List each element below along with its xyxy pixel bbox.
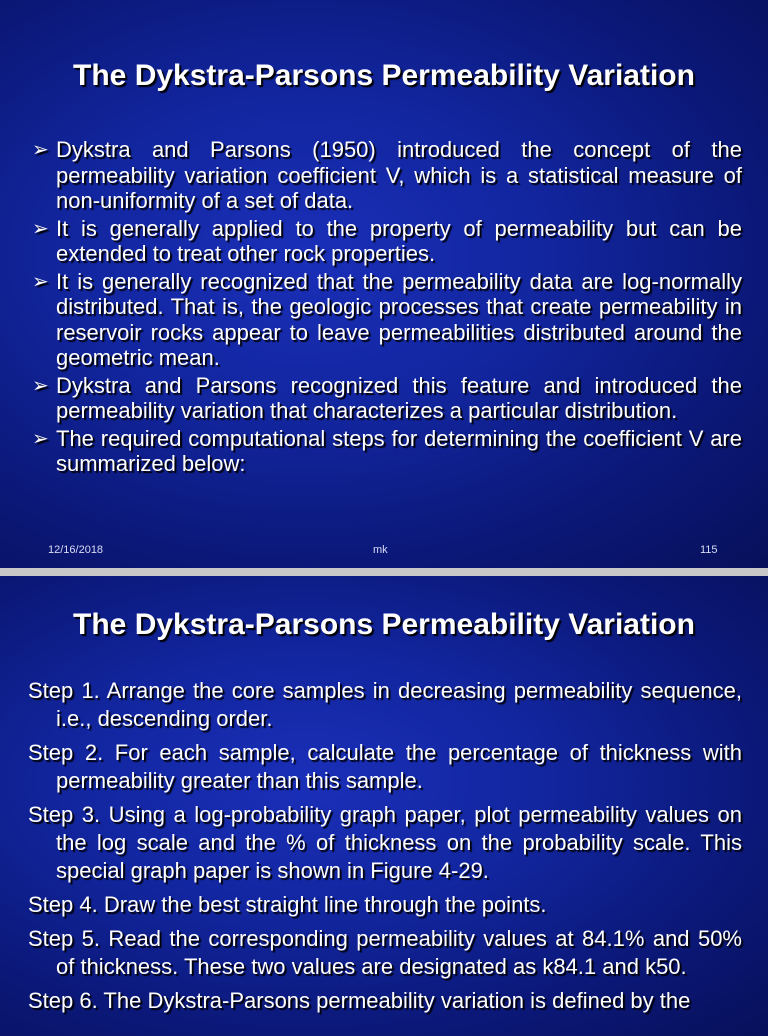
slide-116	[0, 576, 768, 1036]
arrowhead-bullet-icon: ➢	[32, 217, 49, 240]
bullet-text: Dykstra and Parsons (1950) introduced the concept of the permeability variation coefficient V, which is a statistical measure of non-uniformity of a set of data.	[56, 137, 742, 213]
footer-page-number: 115	[700, 544, 718, 556]
footer-author: mk	[373, 544, 388, 556]
step-list	[28, 677, 742, 1021]
step-item: Step 1. Arrange the core samples in decreasing permeability sequence, i.e., descending order.	[28, 678, 742, 731]
bullet-text: Dykstra and Parsons recognized this feature and introduced the permeability variation that characterizes a particular distribution.	[56, 372, 742, 423]
slide-title: The Dykstra-Parsons Permeability Variation	[73, 59, 695, 92]
arrowhead-bullet-icon: ➢	[32, 374, 49, 397]
step-item: Step 3. Using a log-probability graph paper, plot permeability values on the log scale and the % of thickness on the probability scale. This special graph paper is shown in Figure 4-29.	[28, 802, 742, 883]
bullet-item	[32, 426, 742, 477]
arrowhead-bullet-icon: ➢	[32, 270, 49, 293]
bullet-item	[32, 216, 742, 267]
bullet-item	[32, 269, 742, 371]
footer-date: 12/16/2018	[48, 544, 104, 556]
bullet-text: The required computational steps for determining the coefficient V are summarized below:	[56, 425, 742, 476]
step-item: Step 5. Read the corresponding permeability values at 84.1% and 50% of thickness. These two values are designated as k84.1 and k50.	[28, 926, 742, 979]
bullet-text: It is generally recognized that the permeability data are log-normally distributed. That is, the geologic processes that create permeability in reservoir rocks appear to leave permeabilities distributed around the geometric mean.	[56, 268, 742, 370]
bullet-text: It is generally applied to the property of permeability but can be extended to treat other rock properties.	[56, 215, 742, 266]
bullet-list	[32, 137, 742, 479]
slide-title: The Dykstra-Parsons Permeability Variation	[73, 608, 695, 641]
step-item: Step 2. For each sample, calculate the percentage of thickness with permeability greater than this sample.	[28, 740, 742, 793]
arrowhead-bullet-icon: ➢	[32, 427, 49, 450]
arrowhead-bullet-icon: ➢	[32, 139, 49, 161]
step-item: Step 4. Draw the best straight line through the points.	[28, 892, 547, 917]
bullet-item	[32, 373, 742, 424]
step-item: Step 6. The Dykstra-Parsons permeability variation is defined by the	[28, 988, 691, 1013]
bullet-item	[32, 137, 742, 214]
